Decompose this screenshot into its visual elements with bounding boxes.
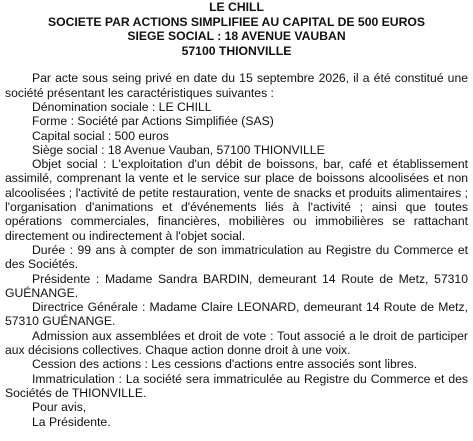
closing-signatory: La Présidente. [32,414,111,429]
admission-paragraph: Admission aux assemblées et droit de vote : Tout associé a le droit de participer aux décisions collectives. Chaque action donne droit à une voix. [5,328,468,358]
notice-body [5,71,468,400]
capital-line: Capital social : 500 euros [32,128,169,143]
registered-office: SIEGE SOCIAL : 18 AVENUE VAUBAN [127,29,346,44]
intro-paragraph: Par acte sous seing privé en date du 15 septembre 2026, il a été constitué une société présentant les caractéristiques suivantes : [5,71,468,100]
duree-paragraph: Durée : 99 ans à compter de son immatriculation au Registre du Commerce et des Sociétés. [5,242,468,272]
registered-city: 57100 THIONVILLE [181,43,292,58]
denomination-line: Dénomination sociale : LE CHILL [32,99,212,114]
company-form-capital: SOCIETE PAR ACTIONS SIMPLIFIEE AU CAPITAL DE 500 EUROS [48,14,425,29]
forme-line: Forme : Société par Actions Simplifiée (SAS) [32,114,274,129]
siege-line: Siège social : 18 Avenue Vauban, 57100 THIONVILLE [32,142,325,157]
directrice-paragraph: Directrice Générale : Madame Claire LEONARD, demeurant 14 Route de Metz, 57310 GUÉNANGE. [5,300,468,329]
immatriculation-paragraph: Immatriculation : La société sera immatriculée au Registre du Commerce et des Sociétés de THIONVILLE. [5,371,468,400]
notice-closing [5,400,468,429]
cession-paragraph: Cession des actions : Les cessions d'actions entre associés sont libres. [32,357,418,372]
notice-header [5,0,468,58]
presidente-paragraph: Présidente : Madame Sandra BARDIN, demeurant 14 Route de Metz, 57310 GUÉNANGE. [5,271,468,300]
objet-paragraph: Objet social : L'exploitation d'un débit de boissons, bar, café et établissement assimilé, comprenant la vente et le service sur place de boissons alcoolisées et non alcoolisées ; l'activité de petite restauration, vente de snacks et produits alimentaires ; l'organisation d'animations et d'événements liés à l'activité ; ainsi que toutes opérations commerciales, financières, mobilières ou immobilières se rattachant directement ou indirectement à l'objet social. [5,157,468,243]
company-name: LE CHILL [209,0,264,14]
closing-pour-avis: Pour avis, [32,400,87,415]
